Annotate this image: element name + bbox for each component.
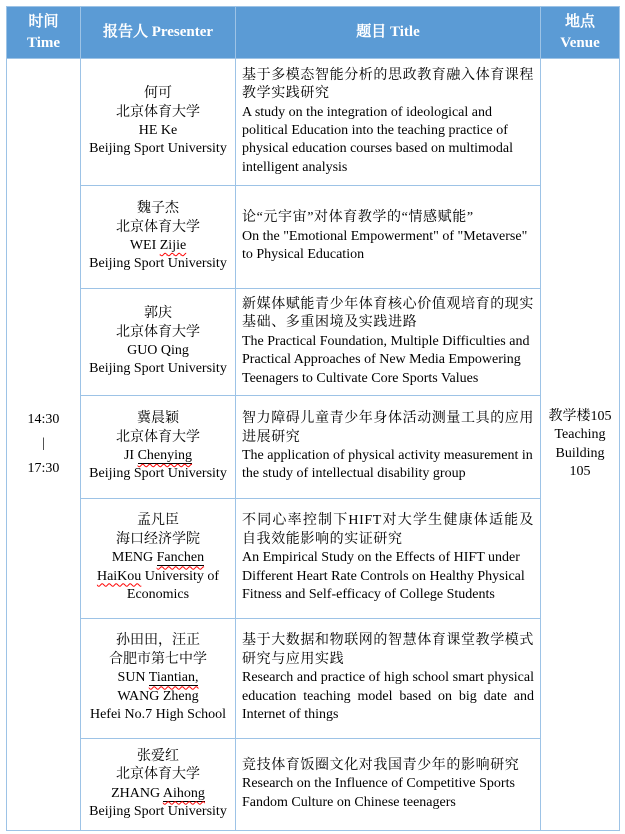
title-cell [236, 186, 541, 289]
paper-title-cn: 基于多模态智能分析的思政教育融入体育课程教学实践研究 [242, 67, 534, 102]
presenter-affiliation-en: Beijing Sport University [89, 803, 227, 819]
time-separator: | [42, 436, 45, 452]
table-row [7, 619, 620, 739]
presenter-affiliation-cn: 合肥市第七中学 [109, 651, 207, 667]
paper-title-cn: 智力障碍儿童青少年身体活动测量工具的应用进展研究 [242, 411, 534, 445]
table-row [7, 739, 620, 831]
paper-title-cn: 竞技体育饭圈文化对我国青少年的影响研究 [242, 757, 520, 773]
presenter-cell [81, 739, 236, 831]
presenter-cell [81, 186, 236, 289]
paper-title-en: An Empirical Study on the Effects of HIFT under Different Heart Rate Controls on Healthy Physical Fitness and Self-efficacy of College Students [242, 550, 525, 603]
venue-cell [541, 59, 620, 831]
presenter-affiliation-cn: 北京体育大学 [116, 767, 200, 783]
presenter-name-en-prefix: JI [123, 448, 138, 463]
paper-title-en: The Practical Foundation, Multiple Difficulties and Practical Approaches of New Media Empowering Teenagers to Cultivate Core Sports Values [242, 333, 530, 386]
header-time-en: Time [26, 34, 61, 51]
paper-title-en: Research on the Influence of Competitive Sports Fandom Culture on Chinese teenagers [242, 776, 515, 810]
time-end: 17:30 [27, 460, 60, 476]
paper-title-cn: 新媒体赋能青少年体育核心价值观培育的现实基础、多重困境及实践进路 [242, 296, 534, 331]
presenter-cell [81, 499, 236, 619]
presenter-name-en-prefix: MENG [111, 550, 157, 566]
presenter-affiliation-en: Beijing Sport University [89, 141, 227, 157]
presenter-name-en [84, 549, 232, 567]
presenter-name-cn: 孟凡臣 [137, 513, 179, 529]
header-time-cn: 时间 [28, 14, 59, 31]
table-row [7, 499, 620, 619]
title-cell [236, 396, 541, 499]
title-cell [236, 289, 541, 396]
title-cell [236, 499, 541, 619]
paper-title-cn: 不同心率控制下HIFT对大学生健康体适能及自我效能影响的实证研究 [242, 513, 534, 547]
venue-en: Teaching Building 105 [554, 427, 606, 479]
presenter-name-en: HE Ke [138, 123, 178, 138]
paper-title-en: A study on the integration of ideological and political Education into the teaching practice of physical education courses based on multimodal intelligent analysis [242, 104, 513, 175]
presenter-name-en [84, 669, 232, 687]
table-row [7, 396, 620, 499]
paper-title-en: On the "Emotional Empowerment" of "Metaverse" to Physical Education [242, 228, 528, 263]
title-cell [236, 739, 541, 831]
presenter-cell [81, 396, 236, 499]
presenter-affiliation-en-spellcheck: HaiKou [96, 568, 142, 584]
presenter-name-en [84, 785, 232, 803]
presenter-name-en [84, 447, 232, 465]
table-row [7, 289, 620, 396]
presenter-name-en-spellcheck: Fanchen [156, 550, 205, 566]
table-row [7, 59, 620, 186]
presenter-name2-en: WANG Zheng [117, 688, 199, 704]
presenter-name-cn: 冀晨颖 [137, 411, 179, 427]
header-venue-cn: 地点 [564, 14, 595, 31]
paper-title-cn: 论“元宇宙”对体育教学的“情感赋能” [242, 210, 474, 226]
session-schedule-table [6, 6, 620, 831]
presenter-name-en: GUO Qing [127, 343, 189, 358]
presenter-name-en-prefix: WEI [129, 238, 160, 253]
paper-title-en: Research and practice of high school smart physical education teaching model based on big date and Internet of things [242, 670, 534, 723]
presenter-name-en [84, 237, 232, 255]
presenter-affiliation-en: Beijing Sport University [89, 361, 227, 377]
time-start: 14:30 [27, 411, 60, 427]
presenter-affiliation-cn: 海口经济学院 [116, 531, 200, 547]
column-header-presenter [81, 7, 236, 59]
presenter-cell [81, 619, 236, 739]
presenter-name-cn: 孙田田，汪正 [116, 633, 200, 649]
presenter-name-cn: 魏子杰 [137, 201, 179, 217]
presenter-affiliation-cn: 北京体育大学 [116, 324, 200, 340]
title-cell [236, 59, 541, 186]
presenter-affiliation-en: Beijing Sport University [89, 256, 227, 272]
presenter-name-en-prefix: ZHANG [111, 785, 163, 801]
presenter-affiliation-en [84, 568, 232, 605]
presenter-name-en-spellcheck: Zijie [159, 238, 187, 253]
presenter-affiliation-cn: 北京体育大学 [116, 104, 200, 120]
presenter-affiliation-cn: 北京体育大学 [116, 219, 200, 235]
presenter-affiliation-en: Hefei No.7 High School [89, 707, 227, 723]
paper-title-en: The application of physical activity measurement in the study of intellectual disability group [242, 448, 533, 482]
presenter-name-cn: 郭庆 [144, 306, 172, 322]
header-title-label: 题目 Title [356, 24, 420, 41]
venue-cn: 教学楼105 [548, 408, 612, 424]
table-row [7, 186, 620, 289]
column-header-venue [541, 7, 620, 59]
presenter-cell [81, 59, 236, 186]
presenter-affiliation-en: Beijing Sport University [89, 466, 227, 482]
header-presenter-label: 报告人 Presenter [102, 24, 214, 41]
presenter-name-en-spellcheck: Tiantian, [148, 670, 199, 686]
time-cell [7, 59, 81, 831]
header-venue-en: Venue [560, 34, 600, 51]
column-header-time [7, 7, 81, 59]
paper-title-cn: 基于大数据和物联网的智慧体育课堂教学模式研究与应用实践 [242, 633, 534, 667]
presenter-name-en-prefix: SUN [117, 670, 149, 686]
title-cell [236, 619, 541, 739]
presenter-name-en-spellcheck: Aihong [162, 785, 205, 801]
presenter-name-cn: 何可 [144, 86, 172, 102]
presenter-affiliation-en-rest: University of Economics [126, 568, 220, 603]
presenter-cell [81, 289, 236, 396]
presenter-affiliation-cn: 北京体育大学 [116, 429, 200, 445]
table-header-row [7, 7, 620, 59]
presenter-name-en-spellcheck: Chenying [137, 448, 193, 463]
column-header-title [236, 7, 541, 59]
presenter-name-cn: 张爱红 [137, 748, 179, 764]
